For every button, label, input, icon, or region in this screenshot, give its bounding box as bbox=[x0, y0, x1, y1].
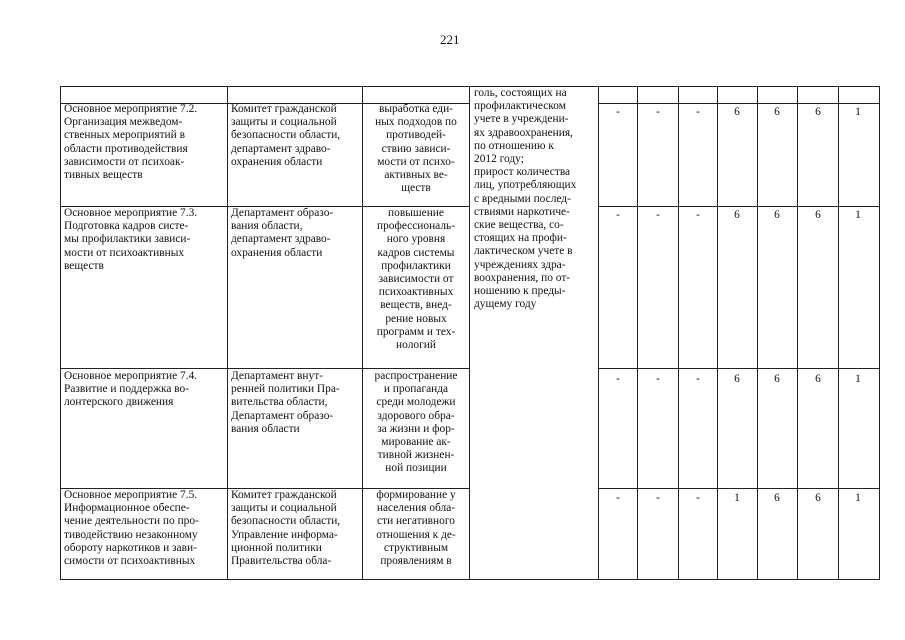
column-divider bbox=[838, 86, 839, 580]
value-cell: - bbox=[656, 106, 660, 118]
page-number: 221 bbox=[440, 32, 460, 47]
value-cell: 6 bbox=[774, 106, 780, 118]
column-divider bbox=[678, 86, 679, 580]
indicator-cell: голь, состоящих на профилактическом учете в учреждени- ях здравоохранения, по отношению к 2012 году; прирост количества лиц, употребляющих с вредными послед- ствиями наркотиче- ские вещества, со- стоящих на профи- лактическом учете в учреждениях здра- воохранения, по от- ношению к преды- дущему году bbox=[474, 87, 577, 311]
column-divider bbox=[797, 86, 798, 580]
value-cell: 6 bbox=[815, 106, 821, 118]
value-cell: - bbox=[616, 209, 620, 221]
measure-cell: Основное мероприятие 7.3. Подготовка кадров систе- мы профилактики зависи- мости от психоактивных веществ bbox=[64, 207, 198, 272]
measure-cell: Основное мероприятие 7.5. Информационное обеспе- чение деятельности по про- тиводействию незаконному обороту наркотиков и зави- симости от психоактивных bbox=[64, 489, 199, 568]
value-cell: - bbox=[656, 373, 660, 385]
value-cell: - bbox=[696, 373, 700, 385]
column-divider bbox=[757, 86, 758, 580]
column-divider bbox=[637, 86, 638, 580]
value-cell: - bbox=[616, 492, 620, 504]
column-divider bbox=[879, 86, 880, 580]
value-cell: 6 bbox=[774, 492, 780, 504]
value-cell: 1 bbox=[734, 492, 740, 504]
value-cell: 1 bbox=[855, 373, 861, 385]
value-cell: - bbox=[656, 209, 660, 221]
measure-cell: Основное мероприятие 7.2. Организация межведом- ственных мероприятий в области противодействия зависимости от психоак- тивных веществ bbox=[64, 103, 198, 182]
executor-cell: Комитет гражданской защиты и социальной безопасности области, департамент здраво- охранения области bbox=[231, 103, 341, 168]
result-cell: формирование у населения обла- сти негативного отношения к де- структивным проявлениям в bbox=[376, 489, 456, 568]
value-cell: 6 bbox=[774, 209, 780, 221]
value-cell: 6 bbox=[734, 106, 740, 118]
value-cell: 1 bbox=[855, 209, 861, 221]
measure-cell: Основное мероприятие 7.4. Развитие и поддержка во- лонтерского движения bbox=[64, 370, 198, 409]
column-divider bbox=[227, 86, 228, 580]
value-cell: 6 bbox=[734, 209, 740, 221]
value-cell: 1 bbox=[855, 492, 861, 504]
executor-cell: Департамент образо- вания области, департамент здраво- охранения области bbox=[231, 207, 334, 259]
column-divider bbox=[469, 86, 470, 580]
column-divider bbox=[362, 86, 363, 580]
value-cell: - bbox=[696, 106, 700, 118]
value-cell: 6 bbox=[774, 373, 780, 385]
value-cell: - bbox=[656, 492, 660, 504]
value-cell: - bbox=[616, 373, 620, 385]
result-cell: повышение профессиональ- ного уровня кадров системы профилактики зависимости от психоактивных веществ, внед- рение новых программ и тех- нологий bbox=[376, 207, 456, 352]
column-divider bbox=[598, 86, 599, 580]
value-cell: - bbox=[696, 492, 700, 504]
result-cell: выработка еди- ных подходов по противодей- ствию зависи- мости от психо- активных ве- ществ bbox=[375, 103, 457, 195]
value-cell: - bbox=[696, 209, 700, 221]
value-cell: - bbox=[616, 106, 620, 118]
row-divider bbox=[60, 368, 470, 369]
result-cell: распространение и пропаганда среди молодежи здорового обра- за жизни и фор- мирование ак- тивной жизнен- ной позиции bbox=[374, 370, 458, 475]
column-divider bbox=[717, 86, 718, 580]
value-cell: 6 bbox=[815, 492, 821, 504]
value-cell: 1 bbox=[855, 106, 861, 118]
column-divider bbox=[60, 86, 61, 580]
value-cell: 6 bbox=[734, 373, 740, 385]
executor-cell: Комитет гражданской защиты и социальной безопасности области, Управление информа- ционной политики Правительства обла- bbox=[231, 489, 341, 568]
value-cell: 6 bbox=[815, 373, 821, 385]
executor-cell: Департамент внут- ренней политики Пра- вительства области, Департамент образо- вания области bbox=[231, 370, 340, 435]
value-cell: 6 bbox=[815, 209, 821, 221]
